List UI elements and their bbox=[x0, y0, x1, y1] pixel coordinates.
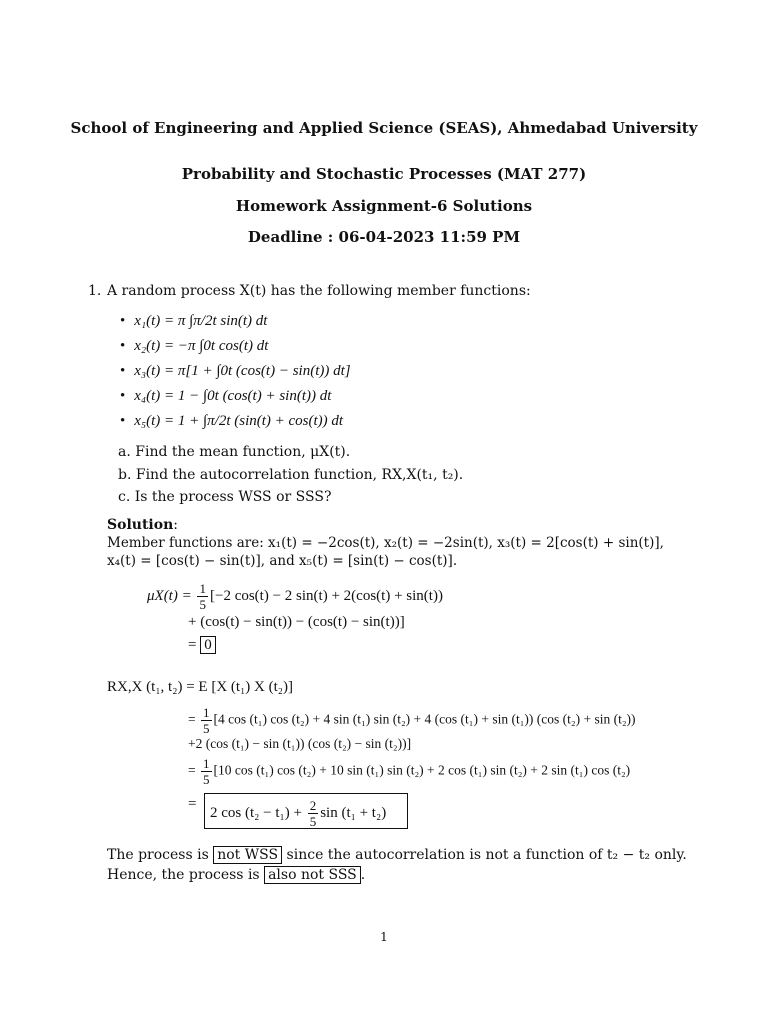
mean-fraction-denominator: 5 bbox=[199, 597, 206, 612]
member-function-3: • x₃(t) = π[1 + ∫0t (cos(t) − sin(t)) dt] bbox=[120, 363, 351, 380]
autocorr-line3: +2 (cos (t₁) − sin (t₁)) (cos (t₂) − sin (t₂))] bbox=[188, 736, 412, 751]
member-function-2: • x₂(t) = −π ∫0t cos(t) dt bbox=[120, 338, 268, 355]
assignment-title: Homework Assignment-6 Solutions bbox=[235, 197, 533, 215]
autocorr-fraction-1-denominator: 5 bbox=[203, 721, 210, 736]
solution-intro-line2: x₄(t) = [cos(t) − sin(t)], and x₅(t) = [sin(t) − cos(t)]. bbox=[107, 553, 458, 569]
not-wss-box: not WSS bbox=[213, 846, 282, 864]
conclusion-text-4: . bbox=[360, 867, 366, 883]
autocorr-fraction-2-denominator: 5 bbox=[203, 772, 210, 787]
mean-result-box: 0 bbox=[200, 636, 216, 654]
school-title: School of Engineering and Applied Science (SEAS), Ahmedabad University bbox=[70, 119, 698, 137]
mean-fraction bbox=[197, 582, 208, 611]
mean-result-prefix: = bbox=[188, 637, 197, 653]
autocorr-fraction-2-numerator: 1 bbox=[203, 756, 210, 771]
mean-result bbox=[188, 637, 216, 654]
mean-equation-line1 bbox=[147, 582, 443, 611]
mean-lhs: μX(t) = bbox=[147, 587, 196, 604]
autocorr-line2-expr: [4 cos (t₁) cos (t₂) + 4 sin (t₁) sin (t₂) + 4 (cos (t₁) + sin (t₁)) (cos (t₂) + sin (t₂)) bbox=[213, 711, 636, 727]
mean-equation-line2: + (cos(t) − sin(t)) − (cos(t) − sin(t))] bbox=[188, 614, 405, 630]
autocorr-result-fraction-denominator: 5 bbox=[309, 814, 317, 829]
solution-intro-line1: Member functions are: x₁(t) = −2cos(t), x₂(t) = −2sin(t), x₃(t) = 2[cos(t) + sin(t)], bbox=[107, 535, 664, 551]
not-sss-box: also not SSS bbox=[264, 866, 361, 884]
autocorr-line4: = $\frac{1}{5}$ [10 cos (t₁) cos (t₂) + 10 sin (t₁) sin (t₂) + 2 cos (t₁) sin (t₂) + 2 sin (t₁) cos (t₂) bbox=[188, 756, 631, 787]
autocorr-line1: RX,X (t₁, t₂) = E [X (t₁) X (t₂)] bbox=[107, 679, 294, 695]
page-number: 1 bbox=[380, 930, 388, 944]
conclusion-line1 bbox=[107, 847, 687, 863]
mean-fraction-numerator: 1 bbox=[199, 581, 206, 596]
solution-label: Solution bbox=[107, 517, 174, 533]
autocorr-fraction-2 bbox=[201, 757, 212, 786]
autocorr-fraction-1 bbox=[201, 706, 212, 735]
course-title: Probability and Stochastic Processes (MAT 277) bbox=[181, 165, 587, 183]
member-function-5: • x₅(t) = 1 + ∫π/2t (sin(t) + cos(t)) dt bbox=[120, 413, 343, 430]
part-a: a. Find the mean function, μX(t). bbox=[118, 444, 351, 460]
conclusion-text-3: Hence, the process is bbox=[107, 867, 260, 883]
conclusion-text-2: since the autocorrelation is not a function of t₂ − t₂ only. bbox=[286, 847, 687, 863]
part-b: b. Find the autocorrelation function, RX,X(t₁, t₂). bbox=[118, 467, 464, 483]
autocorr-result-fraction bbox=[308, 799, 319, 828]
member-function-1: • x₁(t) = π ∫π/2t sin(t) dt bbox=[120, 313, 267, 330]
autocorr-result-fraction-numerator: 2 bbox=[309, 798, 317, 813]
autocorr-line4-expr: [10 cos (t₁) cos (t₂) + 10 sin (t₁) sin (t₂) + 2 cos (t₁) sin (t₂) + 2 sin (t₁) cos (t₂) bbox=[213, 762, 631, 778]
autocorr-fraction-1-numerator: 1 bbox=[203, 705, 210, 720]
autocorr-line2: = $\frac{1}{5}$ [4 cos (t₁) cos (t₂) + 4 sin (t₁) sin (t₂) + 4 (cos (t₁) + sin (t₁)) (cos (t₂) + sin (t₂)) bbox=[188, 705, 636, 736]
autocorr-result-part-a: 2 cos (t₂ − t₁) + bbox=[210, 804, 306, 821]
conclusion-text-1: The process is bbox=[107, 847, 209, 863]
member-function-4: • x₄(t) = 1 − ∫0t (cos(t) + sin(t)) dt bbox=[120, 388, 331, 405]
conclusion-line2 bbox=[107, 867, 365, 883]
question-text: A random process X(t) has the following member functions: bbox=[107, 283, 531, 299]
autocorr-result-expr bbox=[210, 799, 386, 828]
solution-heading: Solution: bbox=[107, 517, 178, 533]
autocorr-result: = bbox=[188, 796, 197, 812]
mean-line1-expr: [−2 cos(t) − 2 sin(t) + 2(cos(t) + sin(t)) bbox=[209, 587, 443, 604]
deadline: Deadline : 06-04-2023 11:59 PM bbox=[247, 228, 521, 246]
autocorr-result-part-b: sin (t₁ + t₂) bbox=[320, 804, 387, 821]
part-c: c. Is the process WSS or SSS? bbox=[118, 489, 332, 505]
question-number: 1. bbox=[88, 283, 102, 299]
